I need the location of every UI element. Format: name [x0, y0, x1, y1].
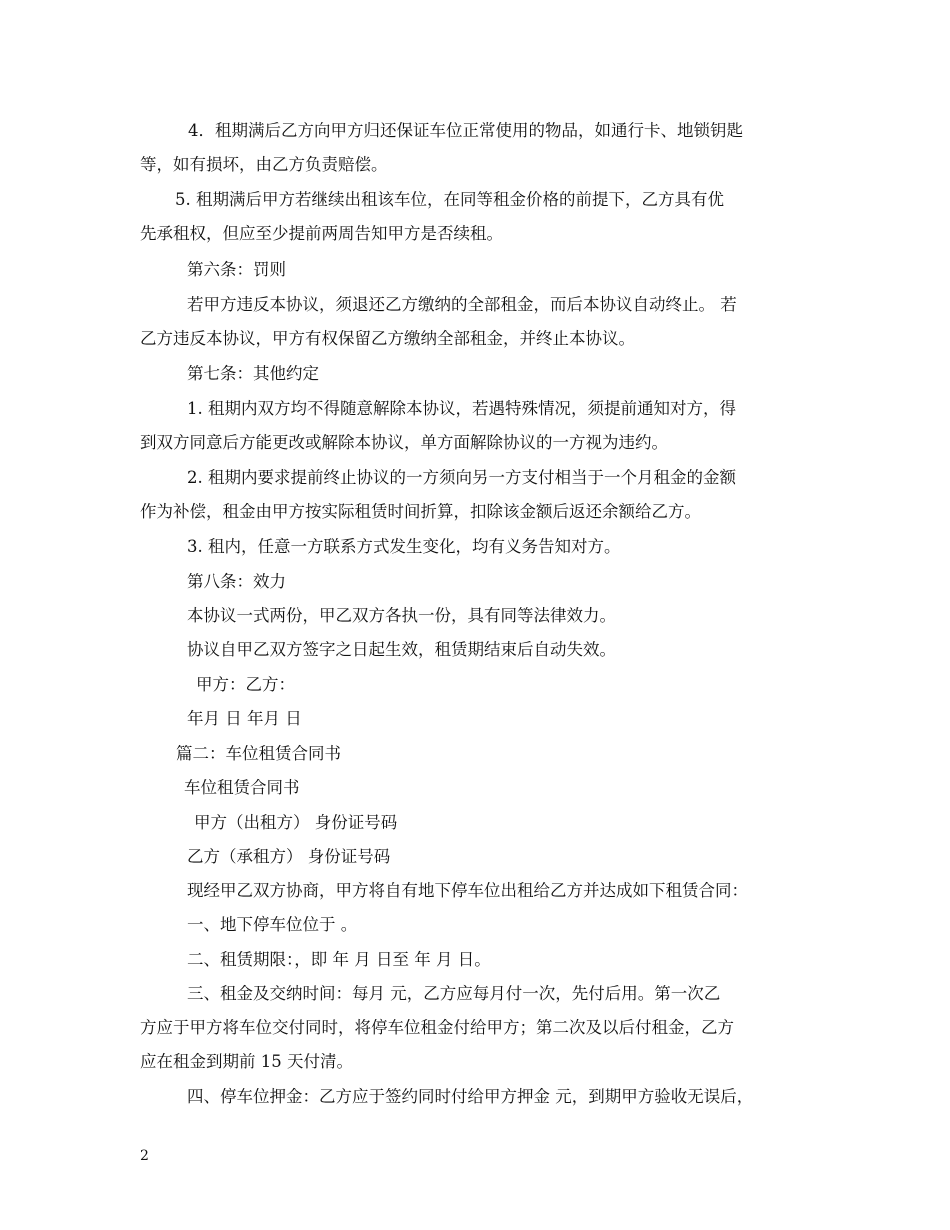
- text-line: 现经甲乙双方协商，甲方将自有地下停车位出租给乙方并达成如下租赁合同：: [187, 881, 748, 900]
- clause-term: [140, 943, 815, 977]
- text-line: 1. 租期内双方均不得随意解除本协议，若遇特殊情况，须提前通知对方，得: [187, 399, 736, 418]
- section-heading-other-terms: [140, 357, 815, 391]
- clause-location: [140, 908, 815, 942]
- paragraph-penalty: [140, 288, 815, 356]
- text-line: 乙方违反本协议，甲方有权保留乙方缴纳全部租金，并终止本协议。: [140, 329, 635, 348]
- text-line: 本协议一式两份，甲乙双方各执一份，具有同等法律效力。: [187, 606, 616, 625]
- paragraph-contact-change: [140, 530, 815, 564]
- clause-rent: [140, 977, 815, 1079]
- text-line: 年月 日 年月 日: [187, 709, 302, 728]
- paragraph-renewal-priority: [140, 183, 815, 251]
- paragraph-no-termination: [140, 392, 815, 460]
- text-line: 4．租期满后乙方向甲方归还保证车位正常使用的物品，如通行卡、地锁钥匙: [188, 121, 743, 140]
- text-line: 若甲方违反本协议，须退还乙方缴纳的全部租金，而后本协议自动终止。 若: [187, 295, 737, 314]
- text-line: 乙方（承租方） 身份证号码: [187, 847, 391, 866]
- text-line: 一、地下停车位位于 。: [187, 915, 358, 934]
- text-line: 3. 租内，任意一方联系方式发生变化，均有义务告知对方。: [187, 537, 621, 556]
- paragraph-copies: [140, 599, 815, 633]
- contract-title: [140, 771, 815, 805]
- text-line: 车位租赁合同书: [184, 778, 300, 797]
- text-line: 先承租权，但应至少提前两周告知甲方是否续租。: [140, 224, 503, 243]
- text-line: 等，如有损坏，由乙方负责赔偿。: [140, 155, 388, 174]
- party-a-line: [140, 806, 815, 840]
- text-line: 5. 租期满后甲方若继续出租该车位，在同等租金价格的前提下，乙方具有优: [175, 190, 724, 209]
- text-line: 2. 租期内要求提前终止协议的一方须向另一方支付相当于一个月租金的金额: [187, 468, 736, 487]
- text-line: 作为补偿，租金由甲方按实际租赁时间折算，扣除该金额后返还余额给乙方。: [140, 502, 701, 521]
- paragraph-effective: [140, 633, 815, 667]
- text-line: 甲方（出租方） 身份证号码: [194, 813, 398, 832]
- text-line: 方应于甲方将车位交付同时，将停车位租金付给甲方；第二次及以后付租金，乙方: [140, 1018, 734, 1037]
- party-b-line: [140, 840, 815, 874]
- section-heading-validity: [140, 565, 815, 599]
- text-line: 第七条：其他约定: [187, 364, 319, 383]
- paragraph-agreement: [140, 874, 815, 908]
- signature-parties: [140, 668, 815, 702]
- clause-deposit: [140, 1080, 815, 1114]
- text-line: 第六条：罚则: [187, 260, 286, 279]
- text-line: 到双方同意后方能更改或解除本协议，单方面解除协议的一方视为违约。: [140, 433, 668, 452]
- text-line: 甲方：乙方：: [196, 675, 295, 694]
- page-number: 2: [140, 1148, 149, 1164]
- text-line: 二、租赁期限：，即 年 月 日至 年 月 日。: [187, 950, 491, 969]
- text-line: 第八条：效力: [187, 572, 286, 591]
- paragraph-return-items: [140, 114, 815, 182]
- chapter-heading: [140, 737, 815, 771]
- text-line: 应在租金到期前 15 天付清。: [140, 1052, 353, 1071]
- paragraph-early-termination: [140, 461, 815, 529]
- text-line: 三、租金及交纳时间：每月 元，乙方应每月付一次，先付后用。第一次乙: [187, 984, 721, 1003]
- text-line: 协议自甲乙双方签字之日起生效，租赁期结束后自动失效。: [187, 640, 616, 659]
- text-line: 四、停车位押金：乙方应于签约同时付给甲方押金 元，到期甲方验收无误后，: [187, 1087, 754, 1106]
- text-line: 篇二：车位租赁合同书: [176, 744, 341, 763]
- section-heading-penalty: [140, 253, 815, 287]
- signature-dates: [140, 702, 815, 736]
